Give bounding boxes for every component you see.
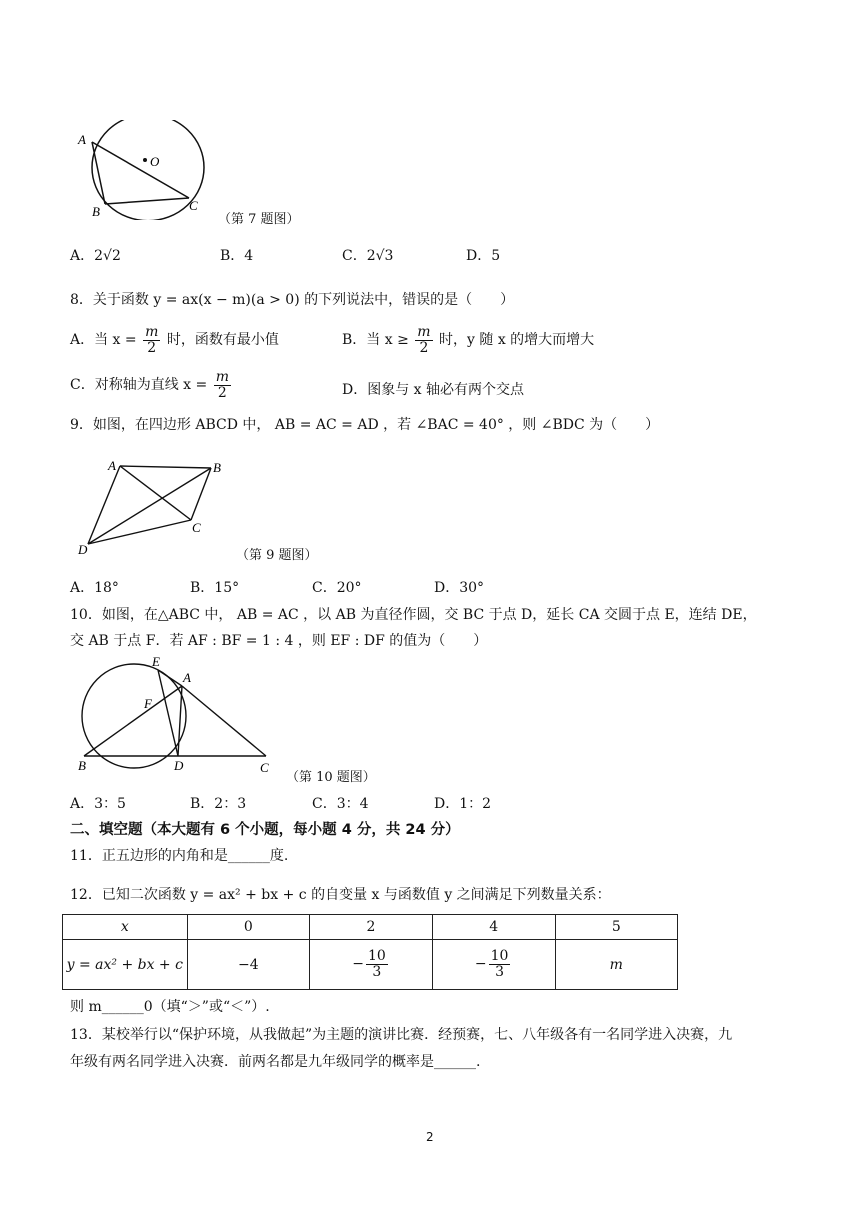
fig7-caption: （第 7 题图）: [218, 212, 300, 227]
label-f: F: [144, 696, 152, 711]
table-cell: y = ax² + bx + c: [63, 940, 188, 990]
fraction-10-3: [489, 949, 511, 979]
table-cell: 2: [310, 915, 433, 940]
fig9-caption: （第 9 题图）: [236, 548, 318, 563]
segment-dc: [88, 520, 191, 544]
table-cell: [432, 940, 555, 990]
frac-num: m: [145, 324, 159, 340]
segment-bc: [191, 468, 211, 520]
page-number: 2: [426, 1130, 434, 1144]
label-b: B: [213, 460, 221, 475]
segment-ca: [182, 686, 266, 756]
label-c: C: [189, 198, 198, 213]
q12-after: 则 m______0（填“＞”或“＜”）.: [70, 999, 270, 1015]
q9-option-c[interactable]: C．20°: [312, 580, 362, 596]
q8-b-post: 时，y 随 x 的增大而增大: [439, 332, 595, 349]
q8-stem: 8．关于函数 y = ax(x − m)(a > 0) 的下列说法中，错误的是（ ）: [70, 292, 515, 308]
label-d: D: [174, 758, 184, 773]
label-c: C: [260, 760, 269, 775]
frac-num: m: [215, 369, 229, 385]
q8-b-pre: B．当 x ≥: [342, 332, 409, 349]
table-cell: x: [63, 915, 188, 940]
segment-ab: [120, 466, 211, 468]
q10-line2: 交 AB 于点 F．若 AF : BF = 1 : 4 ，则 EF : DF 的值为（ ）: [70, 633, 488, 649]
segment-ad: [178, 686, 182, 756]
q11-text: 11．正五边形的内角和是______度.: [70, 848, 289, 864]
frac-num: m: [417, 324, 431, 340]
minus-sign: −: [474, 956, 487, 973]
fig10-caption: （第 10 题图）: [286, 770, 376, 785]
q8-option-b[interactable]: [342, 325, 594, 355]
q7-option-d[interactable]: D．5: [466, 248, 501, 264]
q7-option-b[interactable]: B．4: [220, 248, 254, 264]
q12-stem: 12．已知二次函数 y = ax² + bx + c 的自变量 x 与函数值 y 之间满足下列数量关系：: [70, 887, 611, 903]
frac-den: 3: [495, 964, 505, 980]
frac-den: 3: [372, 964, 382, 980]
table-cell: 0: [187, 915, 310, 940]
q9-stem: 9．如图，在四边形 ABCD 中， AB = AC = AD ，若 ∠BAC = 40° ，则 ∠BDC 为（ ）: [70, 417, 660, 433]
q12-table: [62, 914, 678, 990]
q9-option-d[interactable]: D．30°: [434, 580, 485, 596]
minus-sign: −: [352, 956, 364, 973]
q9-option-a[interactable]: A．18°: [70, 580, 119, 596]
q8-c-pre: C．对称轴为直线 x =: [70, 377, 208, 394]
label-b: B: [78, 758, 86, 773]
segment-ac: [92, 142, 189, 198]
q8-a-post: 时，函数有最小值: [166, 332, 279, 349]
q8-option-c[interactable]: [70, 370, 233, 400]
label-d: D: [78, 542, 88, 556]
figure-10-circle-triangle: [74, 654, 284, 778]
q8-option-a[interactable]: [70, 325, 279, 355]
table-cell: 4: [432, 915, 555, 940]
q7-option-c[interactable]: C．2√3: [342, 248, 394, 264]
q8-c-fraction: [214, 370, 231, 400]
segment-ac: [120, 466, 191, 520]
circle-o: [92, 120, 204, 220]
q8-option-d[interactable]: D．图象与 x 轴必有两个交点: [342, 382, 525, 398]
label-a: A: [183, 670, 191, 685]
q8-a-pre: A．当 x =: [70, 332, 137, 349]
q10-option-b[interactable]: B．2：3: [190, 796, 247, 812]
segment-bc: [105, 198, 189, 204]
q13-line1: 13．某校举行以“保护环境，从我做起”为主题的演讲比赛．经预赛，七、八年级各有一名同学进入决赛，九: [70, 1027, 733, 1043]
label-c: C: [192, 520, 201, 535]
q10-option-c[interactable]: C．3：4: [312, 796, 369, 812]
label-o: O: [150, 154, 160, 169]
frac-den: 2: [147, 339, 157, 356]
q10-line1: 10．如图，在△ABC 中， AB = AC ，以 AB 为直径作圆，交 BC 于点 D，延长 CA 交圆于点 E，连结 DE，: [70, 607, 757, 623]
label-e: E: [152, 654, 160, 669]
table-cell: [310, 940, 433, 990]
fraction-10-3: [366, 949, 388, 979]
q13-line2: 年级有两名同学进入决赛．前两名都是九年级同学的概率是______.: [70, 1054, 481, 1070]
frac-den: 2: [217, 384, 227, 401]
frac-den: 2: [419, 339, 429, 356]
q8-a-fraction: [143, 325, 160, 355]
figure-9-quadrilateral: [74, 452, 234, 556]
center-point-o: [143, 158, 147, 162]
q10-option-d[interactable]: D．1：2: [434, 796, 492, 812]
label-b: B: [92, 204, 100, 219]
q10-option-a[interactable]: A．3：5: [70, 796, 126, 812]
segment-ad: [88, 466, 120, 544]
table-cell: −4: [187, 940, 310, 990]
label-a: A: [108, 458, 116, 473]
q9-option-b[interactable]: B．15°: [190, 580, 240, 596]
figure-7-circle: [70, 120, 220, 220]
segment-ab: [84, 686, 182, 756]
q8-b-fraction: [415, 325, 432, 355]
section-2-heading: 二、填空题（本大题有 6 个小题，每小题 4 分，共 24 分）: [70, 822, 460, 838]
segment-ab: [92, 142, 105, 204]
table-row: [63, 915, 678, 940]
frac-num: 10: [490, 948, 509, 965]
table-cell: m: [555, 940, 677, 990]
table-row: [63, 940, 678, 990]
circle-ab-diameter: [82, 664, 186, 768]
label-a: A: [78, 132, 86, 147]
frac-num: 10: [367, 948, 386, 965]
table-cell: 5: [555, 915, 677, 940]
q7-option-a[interactable]: A．2√2: [70, 248, 121, 264]
